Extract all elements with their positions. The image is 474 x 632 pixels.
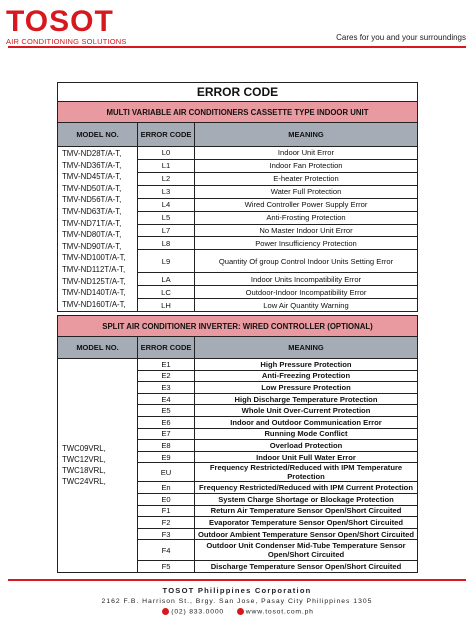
header-model: MODEL NO. [58,123,138,147]
error-code: E8 [138,440,195,452]
model-number: TWC24VRL, [62,477,106,487]
error-code: L5 [138,211,195,224]
error-meaning: Running Mode Conflict [195,428,418,440]
error-meaning: High Discharge Temperature Protection [195,393,418,405]
tagline: Cares for you and your surroundings [336,33,466,42]
error-code: E2 [138,370,195,382]
error-code: EU [138,463,195,482]
header-meaning: MEANING [195,337,418,359]
model-number: TMV-ND160T/A-T, [62,299,126,309]
model-number: TWC09VRL, [62,444,106,454]
error-code: E5 [138,405,195,417]
error-code: L0 [138,147,195,160]
phone-icon [162,608,169,615]
model-number: TWC18VRL, [62,466,106,476]
error-code: E4 [138,393,195,405]
error-meaning: Anti-Frosting Protection [195,211,418,224]
table-subtitle: MULTI VARIABLE AIR CONDITIONERS CASSETTE TYPE INDOOR UNIT [58,102,418,123]
error-code: F5 [138,561,195,573]
model-number: TMV-ND71T/A-T, [62,218,122,228]
error-meaning: Frequency Restricted/Reduced with IPM Current Protection [195,482,418,494]
error-code: L9 [138,250,195,273]
error-meaning: Indoor Unit Error [195,147,418,160]
error-meaning: Power Insufficiency Protection [195,237,418,250]
model-number: TMV-ND112T/A-T, [62,264,126,274]
error-meaning: Water Full Protection [195,185,418,198]
table-row [58,359,418,371]
error-code: E6 [138,416,195,428]
error-code: L3 [138,185,195,198]
logo-wordmark: TOSOT [6,5,114,38]
error-meaning: Whole Unit Over-Current Protection [195,405,418,417]
error-code: F1 [138,505,195,517]
footer-contact [0,608,474,615]
error-meaning: Wired Controller Power Supply Error [195,198,418,211]
error-meaning: Outdoor Ambient Temperature Sensor Open/Short Circuited [195,528,418,540]
error-code: L7 [138,224,195,237]
error-meaning: Outdoor Unit Condenser Mid-Tube Temperature Sensor Open/Short Circuited [195,540,418,561]
error-code: E7 [138,428,195,440]
tosot-logo [6,5,127,46]
error-code: LH [138,299,195,312]
header-code: ERROR CODE [138,123,195,147]
error-meaning: Return Air Temperature Sensor Open/Short Circuited [195,505,418,517]
header-model: MODEL NO. [58,337,138,359]
model-number: TMV-ND50T/A-T, [62,183,122,193]
footer [0,586,474,615]
footer-website[interactable]: www.tosot.com.ph [245,608,314,616]
model-number: TMV-ND28T/A-T, [62,149,122,158]
header-rule [8,46,466,48]
footer-address: 2162 F.B. Harrison St., Brgy. San Jose, Pasay City Philippines 1305 [101,598,373,605]
error-meaning: No Master Indoor Unit Error [195,224,418,237]
error-code: L2 [138,172,195,185]
error-meaning: Overload Protection [195,440,418,452]
error-code: F2 [138,517,195,529]
error-meaning: System Charge Shortage or Blockage Protection [195,493,418,505]
footer-company: TOSOT Philippines Corporation [162,586,312,595]
model-number: TMV-ND36T/A-T, [62,160,122,170]
error-code-table-split-inverter [57,315,418,573]
footer-phone: (02) 833.0000 [171,608,224,616]
error-meaning: Outdoor-Indoor Incompatibility Error [195,286,418,299]
error-code: L8 [138,237,195,250]
error-meaning: Low Pressure Protection [195,382,418,394]
error-meaning: Low Air Quantity Warning [195,299,418,312]
logo-subtitle: AIR CONDITIONING SOLUTIONS [6,37,127,46]
error-code: E0 [138,493,195,505]
error-meaning: Discharge Temperature Sensor Open/Short Circuited [195,561,418,573]
error-code: F3 [138,528,195,540]
header-code: ERROR CODE [138,337,195,359]
table-subtitle: SPLIT AIR CONDITIONER INVERTER: WIRED CONTROLLER (OPTIONAL) [58,316,418,337]
footer-rule [8,579,466,581]
model-number: TMV-ND100T/A-T, [62,253,126,263]
model-number: TMV-ND125T/A-T, [62,276,126,286]
table-row [58,147,418,160]
error-code: L4 [138,198,195,211]
header-meaning: MEANING [195,123,418,147]
model-number: TMV-ND63T/A-T, [62,206,122,216]
model-number: TMV-ND56T/A-T, [62,195,122,205]
error-meaning: Indoor and Outdoor Communication Error [195,416,418,428]
error-code-table-multi-variable [57,82,418,312]
error-code: E3 [138,382,195,394]
error-meaning: E-heater Protection [195,172,418,185]
error-code: E9 [138,451,195,463]
error-meaning: Evaporator Temperature Sensor Open/Short Circuited [195,517,418,529]
error-meaning: Anti-Freezing Protection [195,370,418,382]
error-code: LC [138,286,195,299]
error-meaning: Indoor Units Incompatibility Error [195,273,418,286]
model-number: TMV-ND45T/A-T, [62,172,122,182]
table-title: ERROR CODE [58,83,418,102]
error-meaning: Frequency Restricted/Reduced with IPM Temperature Protection [195,463,418,482]
error-meaning: High Pressure Protection [195,359,418,371]
error-code: LA [138,273,195,286]
model-list [58,147,138,312]
error-meaning: Indoor Fan Protection [195,159,418,172]
error-code: L1 [138,159,195,172]
model-number: TMV-ND80T/A-T, [62,230,122,240]
error-code: F4 [138,540,195,561]
web-icon [237,608,244,615]
model-number: TMV-ND90T/A-T, [62,241,122,251]
error-code: E1 [138,359,195,371]
model-number: TWC12VRL, [62,455,106,465]
error-code: En [138,482,195,494]
model-list [58,359,138,573]
error-meaning: Indoor Unit Full Water Error [195,451,418,463]
model-number: TMV-ND140T/A-T, [62,288,126,298]
error-meaning: Quantity Of group Control Indoor Units Setting Error [195,250,418,273]
